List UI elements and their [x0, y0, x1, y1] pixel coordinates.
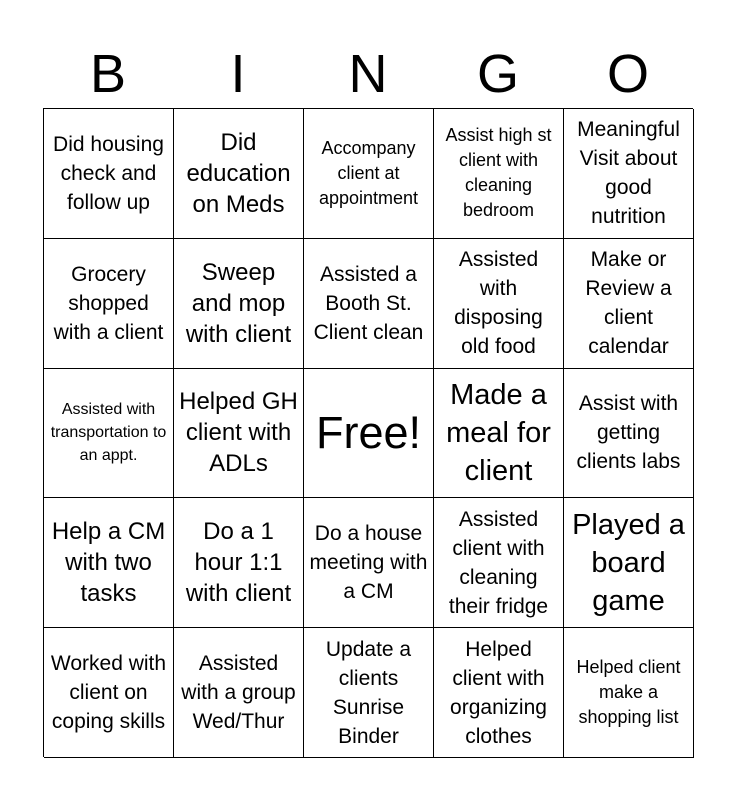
header-letter-n: N: [348, 44, 388, 104]
cell-label: Assisted with transportation to an appt.: [50, 401, 167, 465]
cell-label: Assist high st client with cleaning bedroom: [445, 125, 552, 221]
bingo-header: [43, 40, 693, 108]
bingo-cell-r5-c2[interactable]: [174, 628, 304, 758]
cell-label: Do a house meeting with a CM: [309, 522, 428, 604]
cell-label: Made a meal for client: [446, 378, 551, 487]
bingo-cell-r3-c1[interactable]: [44, 369, 174, 499]
header-letter-o: O: [606, 44, 649, 104]
header-letter-b: B: [89, 44, 127, 104]
cell-label: Helped client with organizing clothes: [450, 637, 547, 748]
bingo-cell-r2-c2[interactable]: [174, 239, 304, 369]
cell-label: Assisted client with cleaning their fridge: [448, 507, 549, 618]
cell-label: Assist with getting clients labs: [576, 392, 681, 474]
cell-label: Do a 1 hour 1:1 with client: [185, 518, 292, 608]
cell-label: Assisted with disposing old food: [454, 248, 543, 359]
bingo-cell-r3-c2[interactable]: [174, 369, 304, 499]
bingo-cell-r4-c4[interactable]: [434, 498, 564, 628]
bingo-cell-free[interactable]: [304, 369, 434, 499]
bingo-cell-r4-c2[interactable]: [174, 498, 304, 628]
bingo-cell-r3-c4[interactable]: [434, 369, 564, 499]
bingo-cell-r1-c3[interactable]: [304, 109, 434, 239]
bingo-cell-r2-c3[interactable]: [304, 239, 434, 369]
bingo-cell-r3-c5[interactable]: [564, 369, 694, 499]
cell-label: Meaningful Visit about good nutrition: [577, 118, 680, 229]
cell-label: Helped client make a shopping list: [576, 657, 681, 728]
bingo-cell-r2-c4[interactable]: [434, 239, 564, 369]
bingo-cell-r1-c5[interactable]: [564, 109, 694, 239]
cell-label: Helped GH client with ADLs: [179, 388, 298, 478]
cell-label: Update a clients Sunrise Binder: [325, 637, 412, 748]
cell-label: Did housing check and follow up: [53, 132, 164, 214]
cell-label: Worked with client on coping skills: [50, 652, 167, 734]
cell-label: Accompany client at appointment: [318, 137, 419, 208]
bingo-board: [43, 108, 693, 757]
bingo-cell-r1-c2[interactable]: [174, 109, 304, 239]
cell-label: Played a board game: [572, 508, 685, 617]
cell-label: Help a CM with two tasks: [51, 518, 166, 608]
header-letter-g: G: [476, 44, 519, 104]
bingo-cell-r4-c5[interactable]: [564, 498, 694, 628]
header-letter-i: I: [230, 44, 246, 104]
cell-label: Did education on Meds: [186, 128, 291, 218]
bingo-cell-r1-c4[interactable]: [434, 109, 564, 239]
cell-label: Grocery shopped with a client: [53, 262, 164, 344]
bingo-cell-r1-c1[interactable]: [44, 109, 174, 239]
bingo-cell-r4-c3[interactable]: [304, 498, 434, 628]
cell-label: Assisted with a group Wed/Thur: [181, 652, 296, 734]
free-space-label: Free!: [315, 406, 422, 458]
bingo-cell-r5-c5[interactable]: [564, 628, 694, 758]
bingo-cell-r4-c1[interactable]: [44, 498, 174, 628]
bingo-cell-r5-c4[interactable]: [434, 628, 564, 758]
bingo-cell-r2-c1[interactable]: [44, 239, 174, 369]
bingo-cell-r5-c1[interactable]: [44, 628, 174, 758]
cell-label: Sweep and mop with client: [185, 258, 292, 348]
bingo-cell-r2-c5[interactable]: [564, 239, 694, 369]
bingo-cell-r5-c3[interactable]: [304, 628, 434, 758]
cell-label: Make or Review a client calendar: [585, 248, 672, 359]
cell-label: Assisted a Booth St. Client clean: [313, 262, 424, 344]
